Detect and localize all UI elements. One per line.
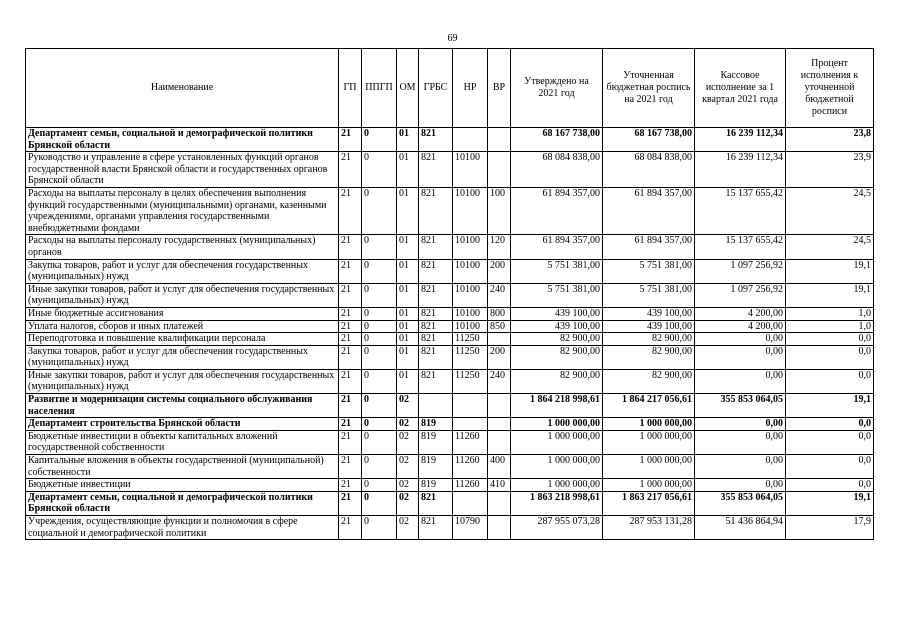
row-om: 02: [397, 516, 419, 540]
row-grbs: 821: [419, 283, 453, 307]
row-np: 10100: [453, 307, 488, 320]
row-ppgp: 0: [362, 333, 397, 346]
row-cash: 15 137 655,42: [695, 235, 786, 259]
table-row: [26, 333, 874, 346]
row-gp: 21: [339, 187, 362, 234]
row-refined: 68 084 838,00: [603, 152, 695, 188]
row-grbs: 821: [419, 491, 453, 515]
table-row: [26, 307, 874, 320]
row-vr: [488, 491, 511, 515]
row-ppgp: 0: [362, 187, 397, 234]
row-np: [453, 128, 488, 152]
row-np: 10100: [453, 152, 488, 188]
row-refined: 1 000 000,00: [603, 418, 695, 431]
row-vr: 240: [488, 369, 511, 393]
row-grbs: [419, 394, 453, 418]
row-vr: 200: [488, 345, 511, 369]
row-gp: 21: [339, 369, 362, 393]
row-gp: 21: [339, 479, 362, 492]
row-np: 11260: [453, 479, 488, 492]
row-gp: 21: [339, 455, 362, 479]
row-refined: 439 100,00: [603, 307, 695, 320]
row-approved: 1 000 000,00: [511, 455, 603, 479]
row-name: Бюджетные инвестиции: [26, 479, 339, 492]
row-cash: 4 200,00: [695, 307, 786, 320]
row-name: Расходы на выплаты персоналу государственных (муниципальных) органов: [26, 235, 339, 259]
row-name: Капитальные вложения в объекты государственной (муниципальной) собственности: [26, 455, 339, 479]
row-name: Бюджетные инвестиции в объекты капитальных вложений государственной собственности: [26, 430, 339, 454]
row-vr: 850: [488, 320, 511, 333]
row-gp: 21: [339, 283, 362, 307]
row-gp: 21: [339, 128, 362, 152]
row-percent: 1,0: [786, 320, 874, 333]
row-refined: 82 900,00: [603, 369, 695, 393]
header-np: НР: [453, 49, 488, 128]
table-row: [26, 235, 874, 259]
header-ppgp: ППГП: [362, 49, 397, 128]
row-ppgp: 0: [362, 455, 397, 479]
row-cash: 355 853 064,05: [695, 491, 786, 515]
budget-execution-table: [25, 48, 874, 540]
row-np: 11260: [453, 455, 488, 479]
row-ppgp: 0: [362, 283, 397, 307]
row-approved: 68 084 838,00: [511, 152, 603, 188]
row-gp: 21: [339, 491, 362, 515]
row-approved: 68 167 738,00: [511, 128, 603, 152]
row-gp: 21: [339, 235, 362, 259]
row-ppgp: 0: [362, 418, 397, 431]
row-percent: 0,0: [786, 369, 874, 393]
row-grbs: 821: [419, 235, 453, 259]
row-cash: 0,00: [695, 345, 786, 369]
row-np: 11250: [453, 333, 488, 346]
table-row: [26, 430, 874, 454]
row-om: 01: [397, 369, 419, 393]
row-refined: 61 894 357,00: [603, 235, 695, 259]
header-percent: Процент исполнения к уточненной бюджетной росписи: [786, 49, 874, 128]
row-om: 01: [397, 320, 419, 333]
page-number: 69: [447, 33, 458, 44]
row-grbs: 821: [419, 187, 453, 234]
row-name: Уплата налогов, сборов и иных платежей: [26, 320, 339, 333]
row-om: 01: [397, 307, 419, 320]
row-cash: 16 239 112,34: [695, 128, 786, 152]
header-vr: ВР: [488, 49, 511, 128]
header-approved: Утверждено на 2021 год: [511, 49, 603, 128]
header-refined: Уточненная бюджетная роспись на 2021 год: [603, 49, 695, 128]
row-vr: [488, 418, 511, 431]
row-name: Закупка товаров, работ и услуг для обеспечения государственных (муниципальных) нужд: [26, 345, 339, 369]
table-row: [26, 283, 874, 307]
row-om: 02: [397, 479, 419, 492]
row-vr: 200: [488, 259, 511, 283]
row-percent: 0,0: [786, 345, 874, 369]
row-om: 02: [397, 491, 419, 515]
row-grbs: 821: [419, 307, 453, 320]
header-grbs: ГРБС: [419, 49, 453, 128]
row-grbs: 821: [419, 345, 453, 369]
row-grbs: 819: [419, 455, 453, 479]
row-np: 10100: [453, 259, 488, 283]
row-grbs: 821: [419, 333, 453, 346]
row-approved: 82 900,00: [511, 345, 603, 369]
row-vr: [488, 430, 511, 454]
row-om: 01: [397, 259, 419, 283]
row-refined: 287 953 131,28: [603, 516, 695, 540]
row-gp: 21: [339, 516, 362, 540]
row-vr: 240: [488, 283, 511, 307]
row-cash: 0,00: [695, 479, 786, 492]
row-cash: 0,00: [695, 430, 786, 454]
row-percent: 24,5: [786, 187, 874, 234]
row-np: [453, 491, 488, 515]
row-ppgp: 0: [362, 430, 397, 454]
row-percent: 0,0: [786, 479, 874, 492]
table-row: [26, 152, 874, 188]
row-gp: 21: [339, 152, 362, 188]
row-ppgp: 0: [362, 479, 397, 492]
row-vr: 800: [488, 307, 511, 320]
row-ppgp: 0: [362, 369, 397, 393]
row-ppgp: 0: [362, 320, 397, 333]
row-refined: 1 000 000,00: [603, 430, 695, 454]
row-grbs: 819: [419, 430, 453, 454]
row-vr: [488, 516, 511, 540]
row-name: Развитие и модернизация системы социального обслуживания населения: [26, 394, 339, 418]
row-cash: 15 137 655,42: [695, 187, 786, 234]
row-grbs: 819: [419, 418, 453, 431]
row-name: Департамент семьи, социальной и демографической политики Брянской области: [26, 491, 339, 515]
table-row: [26, 418, 874, 431]
row-om: 01: [397, 235, 419, 259]
row-gp: 21: [339, 259, 362, 283]
row-ppgp: 0: [362, 394, 397, 418]
row-approved: 439 100,00: [511, 307, 603, 320]
row-om: 01: [397, 152, 419, 188]
row-approved: 287 955 073,28: [511, 516, 603, 540]
row-percent: 0,0: [786, 333, 874, 346]
row-gp: 21: [339, 418, 362, 431]
row-percent: 0,0: [786, 455, 874, 479]
row-name: Закупка товаров, работ и услуг для обеспечения государственных (муниципальных) нужд: [26, 259, 339, 283]
row-np: 10790: [453, 516, 488, 540]
row-np: 10100: [453, 235, 488, 259]
table-row: [26, 516, 874, 540]
row-name: Иные закупки товаров, работ и услуг для обеспечения государственных (муниципальных) нужд: [26, 369, 339, 393]
row-ppgp: 0: [362, 152, 397, 188]
row-ppgp: 0: [362, 516, 397, 540]
row-gp: 21: [339, 307, 362, 320]
row-ppgp: 0: [362, 128, 397, 152]
row-om: 01: [397, 345, 419, 369]
row-grbs: 821: [419, 369, 453, 393]
row-approved: 82 900,00: [511, 333, 603, 346]
table-row: [26, 259, 874, 283]
row-np: 11250: [453, 369, 488, 393]
row-name: Расходы на выплаты персоналу в целях обеспечения выполнения функций государственными (муниципальными) органами, казенными учреждениями, органами управления государственными внебюджетными фондами: [26, 187, 339, 234]
row-om: 01: [397, 128, 419, 152]
row-cash: 0,00: [695, 333, 786, 346]
row-cash: 51 436 864,94: [695, 516, 786, 540]
row-np: 10100: [453, 283, 488, 307]
row-vr: [488, 333, 511, 346]
row-vr: [488, 152, 511, 188]
row-vr: 410: [488, 479, 511, 492]
row-percent: 19,1: [786, 259, 874, 283]
row-np: [453, 418, 488, 431]
row-np: 10100: [453, 320, 488, 333]
row-cash: 16 239 112,34: [695, 152, 786, 188]
row-name: Иные закупки товаров, работ и услуг для обеспечения государственных (муниципальных) нужд: [26, 283, 339, 307]
row-percent: 19,1: [786, 283, 874, 307]
row-percent: 19,1: [786, 394, 874, 418]
row-refined: 5 751 381,00: [603, 283, 695, 307]
row-percent: 24,5: [786, 235, 874, 259]
row-percent: 23,8: [786, 128, 874, 152]
row-refined: 5 751 381,00: [603, 259, 695, 283]
row-np: [453, 394, 488, 418]
row-gp: 21: [339, 394, 362, 418]
row-approved: 1 000 000,00: [511, 418, 603, 431]
header-name: Наименование: [26, 49, 339, 128]
row-name: Руководство и управление в сфере установленных функций органов государственной власти Брянской области и государственных органов Брянской области: [26, 152, 339, 188]
row-cash: 1 097 256,92: [695, 283, 786, 307]
row-om: 02: [397, 394, 419, 418]
row-grbs: 821: [419, 320, 453, 333]
table-row: [26, 479, 874, 492]
row-vr: 400: [488, 455, 511, 479]
row-refined: 82 900,00: [603, 333, 695, 346]
row-name: Департамент строительства Брянской области: [26, 418, 339, 431]
table-row: [26, 320, 874, 333]
row-gp: 21: [339, 333, 362, 346]
row-gp: 21: [339, 430, 362, 454]
row-approved: 61 894 357,00: [511, 235, 603, 259]
row-grbs: 821: [419, 128, 453, 152]
row-name: Иные бюджетные ассигнования: [26, 307, 339, 320]
row-ppgp: 0: [362, 345, 397, 369]
header-cash: Кассовое исполнение за 1 квартал 2021 года: [695, 49, 786, 128]
table-row: [26, 455, 874, 479]
row-om: 02: [397, 430, 419, 454]
table-row: [26, 187, 874, 234]
row-cash: 0,00: [695, 455, 786, 479]
row-om: 02: [397, 455, 419, 479]
row-ppgp: 0: [362, 259, 397, 283]
row-om: 01: [397, 333, 419, 346]
row-refined: 1 863 217 056,61: [603, 491, 695, 515]
row-approved: 1 863 218 998,61: [511, 491, 603, 515]
row-ppgp: 0: [362, 235, 397, 259]
row-vr: 120: [488, 235, 511, 259]
row-cash: 0,00: [695, 369, 786, 393]
header-gp: ГП: [339, 49, 362, 128]
row-approved: 61 894 357,00: [511, 187, 603, 234]
row-om: 02: [397, 418, 419, 431]
row-np: 10100: [453, 187, 488, 234]
row-percent: 17,9: [786, 516, 874, 540]
header-om: ОМ: [397, 49, 419, 128]
table-row: [26, 369, 874, 393]
row-vr: 100: [488, 187, 511, 234]
row-name: Учреждения, осуществляющие функции и полномочия в сфере социальной и демографической политики: [26, 516, 339, 540]
row-refined: 61 894 357,00: [603, 187, 695, 234]
row-ppgp: 0: [362, 307, 397, 320]
row-percent: 1,0: [786, 307, 874, 320]
row-np: 11260: [453, 430, 488, 454]
row-cash: 355 853 064,05: [695, 394, 786, 418]
row-refined: 439 100,00: [603, 320, 695, 333]
row-approved: 5 751 381,00: [511, 259, 603, 283]
row-refined: 1 864 217 056,61: [603, 394, 695, 418]
row-vr: [488, 128, 511, 152]
row-cash: 4 200,00: [695, 320, 786, 333]
row-om: 01: [397, 283, 419, 307]
row-gp: 21: [339, 345, 362, 369]
row-approved: 439 100,00: [511, 320, 603, 333]
row-cash: 0,00: [695, 418, 786, 431]
row-refined: 82 900,00: [603, 345, 695, 369]
row-percent: 23,9: [786, 152, 874, 188]
row-gp: 21: [339, 320, 362, 333]
row-name: Переподготовка и повышение квалификации персонала: [26, 333, 339, 346]
table-row: [26, 128, 874, 152]
row-refined: 1 000 000,00: [603, 479, 695, 492]
row-np: 11250: [453, 345, 488, 369]
row-approved: 82 900,00: [511, 369, 603, 393]
table-header-row: [26, 49, 874, 128]
table-row: [26, 345, 874, 369]
row-approved: 1 000 000,00: [511, 430, 603, 454]
row-ppgp: 0: [362, 491, 397, 515]
row-refined: 1 000 000,00: [603, 455, 695, 479]
table-row: [26, 491, 874, 515]
row-name: Департамент семьи, социальной и демографической политики Брянской области: [26, 128, 339, 152]
row-grbs: 819: [419, 479, 453, 492]
row-percent: 0,0: [786, 430, 874, 454]
row-cash: 1 097 256,92: [695, 259, 786, 283]
row-vr: [488, 394, 511, 418]
row-grbs: 821: [419, 152, 453, 188]
row-approved: 1 000 000,00: [511, 479, 603, 492]
row-om: 01: [397, 187, 419, 234]
row-approved: 5 751 381,00: [511, 283, 603, 307]
row-grbs: 821: [419, 516, 453, 540]
table-row: [26, 394, 874, 418]
row-grbs: 821: [419, 259, 453, 283]
row-percent: 0,0: [786, 418, 874, 431]
row-approved: 1 864 218 998,61: [511, 394, 603, 418]
row-percent: 19,1: [786, 491, 874, 515]
row-refined: 68 167 738,00: [603, 128, 695, 152]
